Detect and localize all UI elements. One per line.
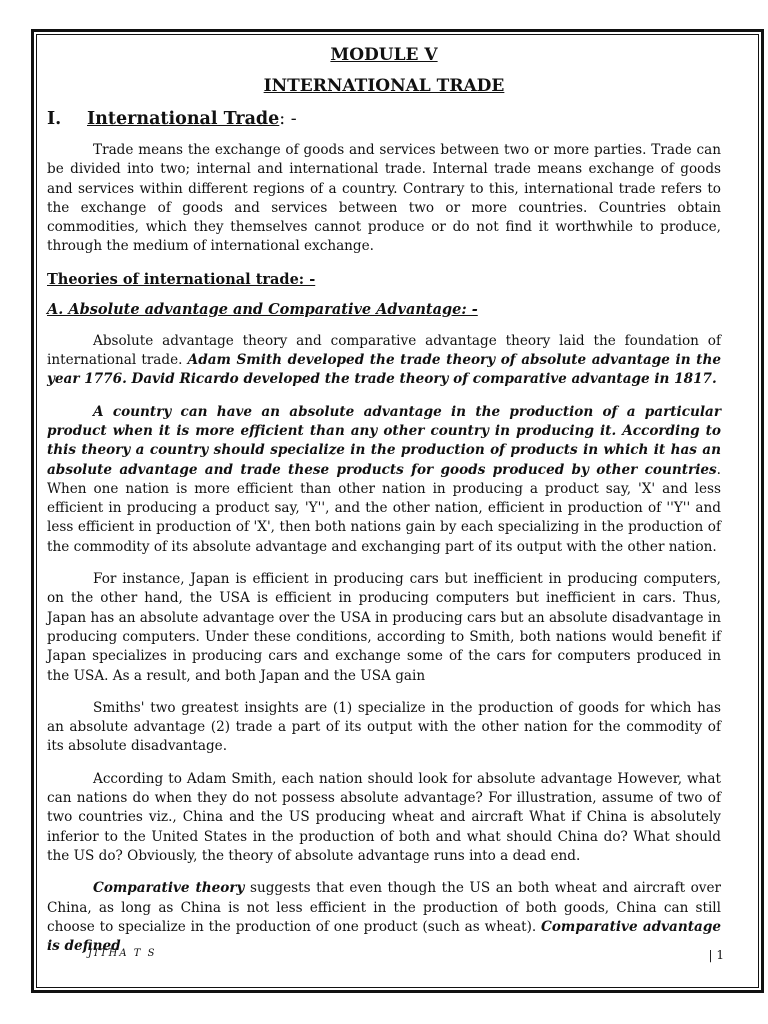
paragraph-insights: Smiths' two greatest insights are (1) specialize in the production of goods for which has an absolute advantage (2) trade a part of its output with the other nation for the commodity of its absolute disadvantage.	[47, 699, 721, 755]
theories-subheading: A. Absolute advantage and Comparative Advantage: -	[47, 300, 478, 318]
page-number: | 1	[708, 948, 724, 962]
paragraph-foundation	[47, 332, 721, 390]
paragraph-text: Absolute advantage theory and comparative advantage theory laid the foundation of international trade.	[47, 332, 721, 369]
section-heading	[47, 107, 721, 131]
page-footer	[88, 948, 724, 964]
paragraph-text: . When one nation is more efficient than other nation in producing a product say, 'X' and less efficient in producing a product say, 'Y'', and the other nation, efficient in production of ''Y'' and less efficient in production of 'X', then both nations gain by each specializing in the production of the commodity of its absolute advantage and exchanging part of its output with the other nation.	[47, 461, 721, 555]
emphasis-text: Comparative advantage is defined	[47, 918, 721, 955]
intro-paragraph: Trade means the exchange of goods and services between two or more parties. Trade can be divided into two; internal and international trade. Internal trade means exchange of goods and services within different regions of a country. Contrary to this, international trade refers to the exchange of goods and services between two or more countries. Countries obtain commodities, which they themselves cannot produce or do not find it worthwhile to produce, through the medium of international exchange.	[47, 142, 721, 255]
section-title: International Trade	[87, 109, 280, 129]
document-body	[47, 40, 721, 969]
module-heading: MODULE V	[330, 45, 438, 65]
paragraph-dead-end: According to Adam Smith, each nation should look for absolute advantage However, what can nations do when they do not possess absolute advantage? For illustration, assume of two of two countries viz., China and the US producing wheat and aircraft What if China is absolutely inferior to the United States in the production of both and what should China do? What should the US do? Obviously, the theory of absolute advantage runs into a dead end.	[47, 770, 721, 864]
emphasis-text: A country can have an absolute advantage in the production of a particular product when it is more efficient than any other country in producing it. According to this theory a country should specialize in the production of products in which it has an absolute advantage and trade these products for goods produced by other countries	[47, 403, 721, 478]
paragraph-text: suggests that even though the US an both wheat and aircraft over China, as long as China is not less efficient in the production of both goods, China can still choose to specialize in the production of one product (such as wheat).	[47, 880, 721, 935]
page-title: INTERNATIONAL TRADE	[263, 76, 505, 96]
paragraph-example: For instance, Japan is efficient in producing cars but inefficient in producing computers, on the other hand, the USA is efficient in producing computers but inefficient in cars. Thus, Japan has an absolute advantage over the USA in producing cars but an absolute disadvantage in producing computers. Under these conditions, according to Smith, both nations would benefit if Japan specializes in producing cars and exchange some of the cars for computers produced in the USA. As a result, and both Japan and the USA gain	[47, 571, 721, 684]
paragraph-comparative	[47, 879, 721, 956]
paragraph-absolute-advantage	[47, 403, 721, 557]
section-suffix: : -	[279, 109, 297, 129]
section-number: I.	[47, 109, 62, 129]
emphasis-text: Comparative theory	[93, 880, 245, 897]
theories-heading: Theories of international trade: -	[47, 270, 316, 288]
emphasis-text: Adam Smith developed the trade theory of absolute advantage in the year 1776. David Ricardo developed the trade theory of comparative advantage in 1817.	[47, 352, 721, 388]
footer-author: JITHA T S	[88, 948, 157, 959]
